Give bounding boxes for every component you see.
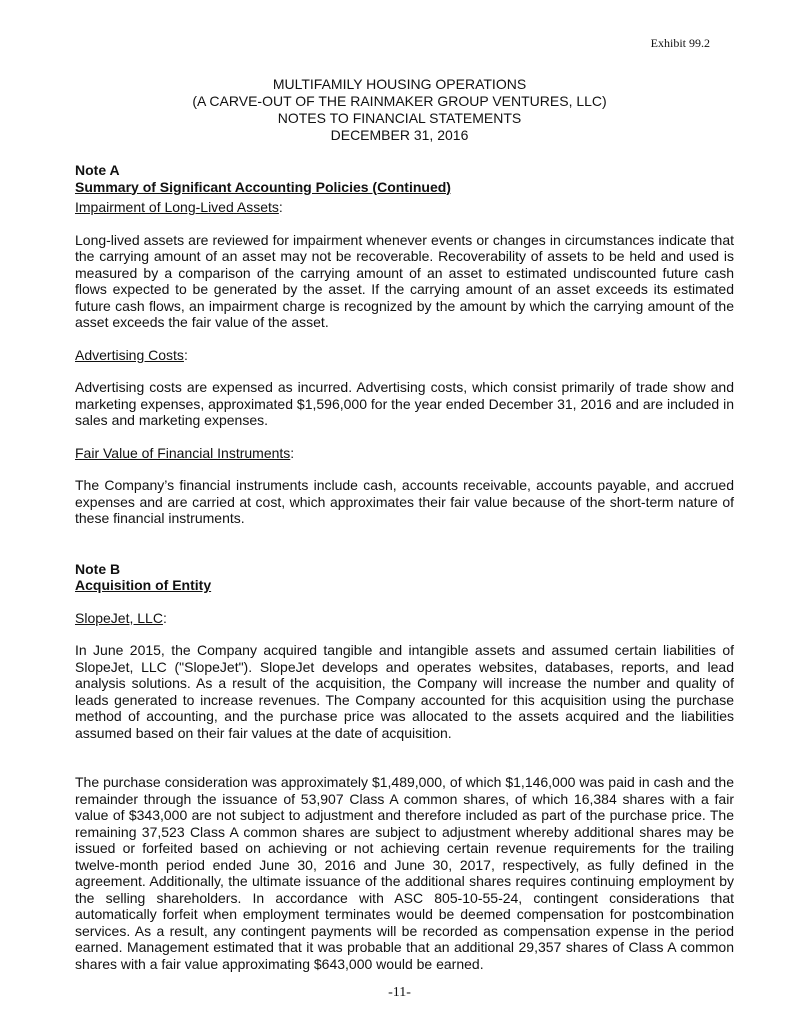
section-heading-text: Fair Value of Financial Instruments [75,444,291,461]
section-heading-text: SlopeJet, LLC [75,609,163,626]
page-number: -11- [388,985,411,1000]
document-body [75,162,734,972]
paragraph-acquisition: In June 2015, the Company acquired tangible and intangible assets and assumed certain liabilities of SlopeJet, LLC ("SlopeJet"). SlopeJet develops and operates websites, databases, reports, and lead analysis solutions. As a result of the acquisition, the Company will increase the number and quality of leads generated to increase revenues. The Company accounted for this acquisition using the purchase method of accounting, and the purchase price was allocated to the assets acquired and the liabilities assumed based on their fair values at the date of acquisition. [75,642,734,741]
section-heading-fair-value: Fair Value of Financial Instruments: [75,444,295,461]
paragraph-advertising: Advertising costs are expensed as incurred. Advertising costs, which consist primarily of trade show and marketing expenses, approximated $1,596,000 for the year ended December 31, 2016 and are included in sales and marketing expenses. [75,379,734,428]
document-header [0,76,799,144]
exhibit-label: Exhibit 99.2 [650,36,710,50]
header-carve-out: (A CARVE-OUT OF THE RAINMAKER GROUP VENTURES, LLC) [192,93,607,109]
section-heading-advertising: Advertising Costs: [75,346,188,363]
section-heading-text: Impairment of Long-Lived Assets [75,199,279,215]
paragraph-purchase-consideration: The purchase consideration was approximately $1,489,000, of which $1,146,000 was paid in cash and the remainder through the issuance of 53,907 Class A common shares, of which 16,384 shares with a fair value of $343,000 are not subject to adjustment and therefore included as part of the purchase price. The remaining 37,523 Class A common shares are subject to adjustment whereby additional shares may be issued or forfeited based on achieving or not achieving certain revenue requirements for the trailing twelve-month period ended June 30, 2016 and June 30, 2017, respectively, as fully defined in the agreement. Additionally, the ultimate issuance of the additional shares requires continuing employment by the selling shareholders. In accordance with ASC 805-10-55-24, contingent considerations that automatically forfeit when employment terminates would be deemed compensation for postcombination services. As a result, any contingent payments will be recorded as compensation expense in the period earned. Management estimated that it was probable that an additional 29,357 shares of Class A common shares with a fair value approximating $643,000 would be earned. [75,774,734,972]
header-date: DECEMBER 31, 2016 [330,127,469,143]
header-notes-title: NOTES TO FINANCIAL STATEMENTS [277,110,522,126]
section-heading-slopejet: SlopeJet, LLC: [75,609,167,626]
section-heading-text: Advertising Costs [75,346,184,363]
paragraph-impairment: Long-lived assets are reviewed for impairment whenever events or changes in circumstances indicate that the carrying amount of an asset may not be recoverable. Recoverability of assets to be held and used is measured by a comparison of the carrying amount of an asset to estimated undiscounted future cash flows expected to be generated by the asset. If the carrying amount of an asset exceeds its estimated future cash flows, an impairment charge is recognized by the amount by which the carrying amount of the asset exceeds the fair value of the asset. [75,231,734,330]
note-a-subtitle: Summary of Significant Accounting Policies (Continued) [75,178,451,195]
section-heading-impairment: Impairment of Long-Lived Assets: [75,199,283,215]
note-a-title: Note A [75,162,120,178]
paragraph-fair-value: The Company’s financial instruments include cash, accounts receivable, accounts payable, and accrued expenses and are carried at cost, which approximates their fair value because of the short-term nature of these financial instruments. [75,477,734,526]
note-b-subtitle: Acquisition of Entity [75,577,212,593]
header-company: MULTIFAMILY HOUSING OPERATIONS [272,76,527,92]
note-b-title: Note B [75,560,121,577]
